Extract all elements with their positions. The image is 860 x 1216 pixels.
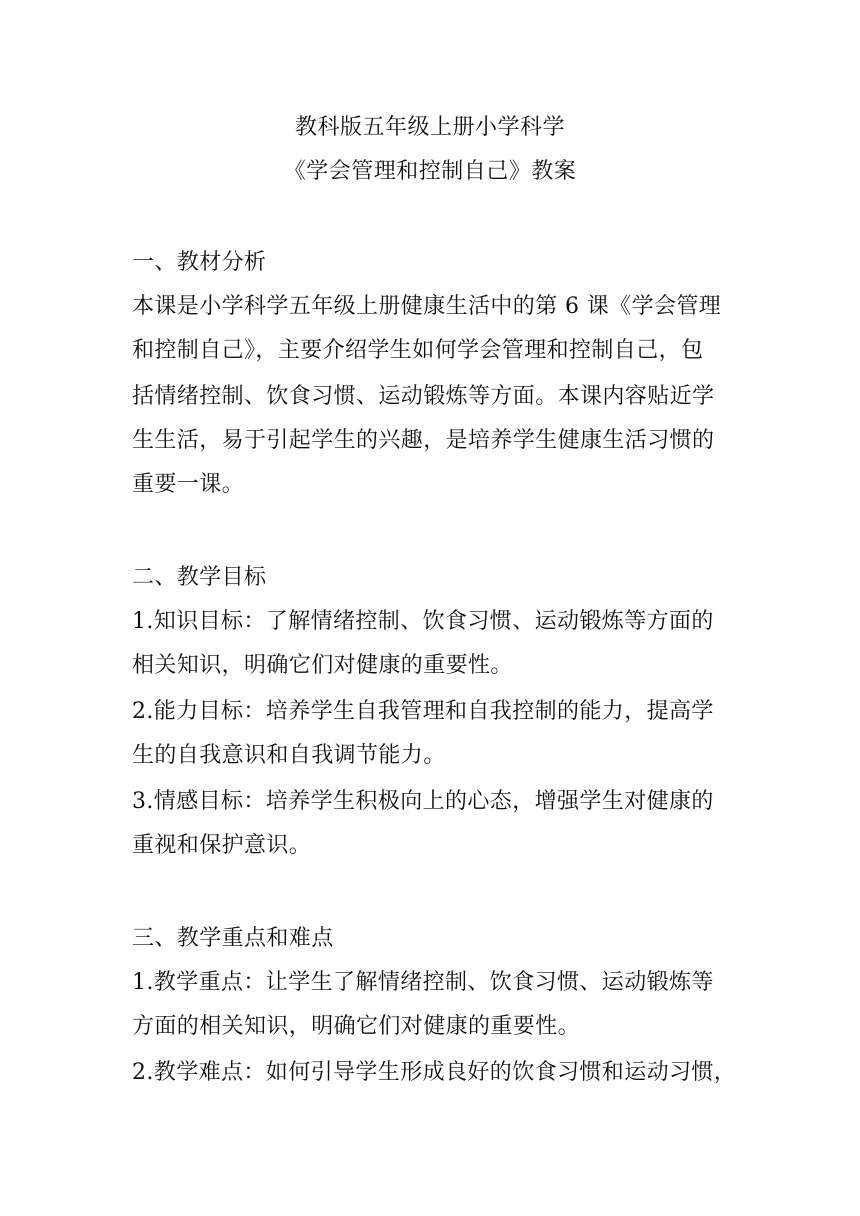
paragraph-line: 方面的相关知识，明确它们对健康的重要性。 <box>132 1014 581 1039</box>
document-subtitle: 《学会管理和控制自己》教案 <box>283 159 577 184</box>
paragraph-line: 3.情感目标：培养学生积极向上的心态，增强学生对健康的 <box>132 789 714 814</box>
paragraph-line: 括情绪控制、饮食习惯、运动锻炼等方面。本课内容贴近学 <box>132 384 715 409</box>
paragraph-line: 生的自我意识和自我调节能力。 <box>132 743 446 768</box>
section-heading: 一、教材分析 <box>132 250 267 275</box>
paragraph-line: 2.教学难点：如何引导学生形成良好的饮食习惯和运动习惯， <box>132 1060 737 1085</box>
paragraph-line: 相关知识，明确它们对健康的重要性。 <box>132 653 513 678</box>
paragraph-line: 重视和保护意识。 <box>132 833 312 858</box>
paragraph-line: 1.教学重点：让学生了解情绪控制、饮食习惯、运动锻炼等 <box>132 970 714 995</box>
paragraph-line: 本课是小学科学五年级上册健康生活中的第 6 课《学会管理 <box>132 294 722 319</box>
paragraph-line: 和控制自己》，主要介绍学生如何学会管理和控制自己，包 <box>132 338 704 363</box>
document-title: 教科版五年级上册小学科学 <box>294 115 565 140</box>
paragraph-line: 2.能力目标：培养学生自我管理和自我控制的能力，提高学 <box>132 699 714 724</box>
paragraph-line: 重要一课。 <box>132 472 245 497</box>
section-heading: 二、教学目标 <box>132 565 267 590</box>
section-heading: 三、教学重点和难点 <box>132 926 334 951</box>
paragraph-line: 生生活，易于引起学生的兴趣，是培养学生健康生活习惯的 <box>132 428 715 453</box>
paragraph-line: 1.知识目标：了解情绪控制、饮食习惯、运动锻炼等方面的 <box>132 609 714 634</box>
